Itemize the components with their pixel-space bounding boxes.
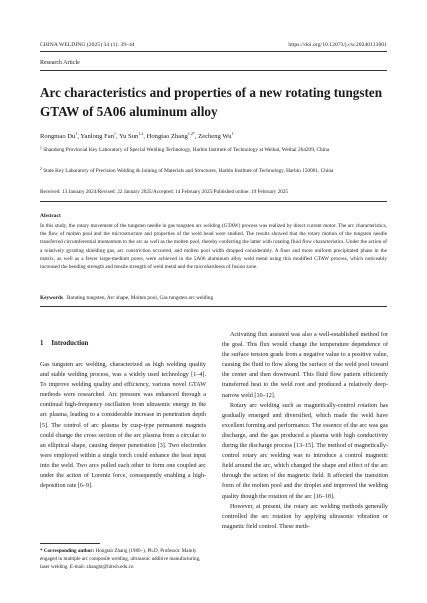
affiliation-mark: 2	[40, 167, 42, 171]
article-type: Research Article	[40, 60, 80, 66]
footnote-rule	[40, 543, 100, 544]
body-paragraph: However, at present, the rotary arc welding methods generally controlled the arc rotation by applying ultrasonic vibration or magnetic field control. These meth-	[222, 503, 388, 530]
section-heading	[40, 340, 88, 347]
footnote	[40, 547, 206, 572]
affiliation	[40, 165, 385, 176]
left-column	[40, 360, 206, 491]
abstract-label: Abstract	[40, 213, 61, 219]
author-name: Yanlong Fan	[80, 133, 115, 140]
author-affiliation-mark: 1	[231, 131, 234, 136]
keywords-text: Rotating tungsten, Arc shape, Molten pool, Gas tungsten arc welding	[66, 295, 214, 301]
abstract-text: In this study, the rotary movement of the tungsten needle in gas tungsten arc welding (GTAW) process was realized by direct current motor. The arc characteristics, the flow of molten pool and the microstructure and properties of the weld bead were studied. The results showed that the rotary motion of the tungsten needle transferred circumferential momentum to the arc as well as the molten pool, thereby conferring the latter with rotating fluid flow characteristics. Under the action of a relatively gyrating shielding gas, arc constriction occurred, and molten pool width dropped considerably. A finer and more uniform precipitated phase in the matrix, as well as a fewer large-medium pores, were achieved in the 5A06 aluminum alloy weld metal using this modified GTAW process, which noticeably increased the bending strength and tensile strength of weld metal and the microhardness of fusion zone.	[40, 223, 387, 271]
author-list: Rongmao Du$^1$, Yanlong Fan$^1$, Yu Sun$^{1,2}$, Hongtao Zhang$^{1,2*}$, Zecheng Wu$^1$	[40, 131, 234, 140]
keywords-label: Keywords	[40, 295, 63, 301]
article-title: Arc characteristics and properties of a new rotating tungsten GTAW of 5A06 aluminum alloy	[40, 85, 383, 119]
author-affiliation-mark: 1	[114, 131, 117, 136]
section-title: Introduction	[51, 340, 89, 347]
body-paragraph: Activating flux assisted was also a well-established method for the goal. This flux would change the temperature dependence of the surface tension grads from a negative value to a positive value, causing the fluid to flow along the surface of the weld pool toward the center and then downward. This fluid flow pattern efficiently transferred heat to the weld root and produced a relatively deep-narrow weld [10–12].	[222, 332, 388, 399]
affiliation-text: State Key Laboratory of Precision Welding & Joining of Materials and Structures, Harbin Institute of Technology, Harbin 150001, China	[43, 168, 334, 174]
type-rule	[40, 70, 387, 71]
keywords	[40, 295, 213, 301]
affiliation-mark: 1	[40, 146, 42, 150]
author-affiliation-mark: 1,2	[138, 131, 144, 136]
affiliation	[40, 144, 385, 155]
author-name: Rongmao Du	[40, 133, 76, 140]
author-name: Hongtao Zhang	[146, 133, 188, 140]
footnote-label: * Corresponding author:	[40, 548, 95, 554]
body-paragraph: Gas tungsten arc welding, characterized as high welding quality and stable welding process, was a widely used technology [1–4]. To improve welding quality and efficiency, various novel GTAW methods were researched. Arc pressure was enhanced through a continual high-frequency oscillation from ultrasonic energy in the arc plasma, leading to a considerable increase in penetration depth [5]. The control of arc plasma by cusp-type permanent magnets could change the cross section of the arc plasma from a circular to an elliptical shape, causing deeper penetration [3]. Two electrodes were employed within a single torch could enhance the heat input into the weld. Two arcs pulled each other to form one coupled arc under the action of Lorentz force, consequently enabling a high-deposition rate [6–9].	[40, 362, 206, 490]
section-number: 1	[40, 340, 44, 347]
publication-dates: Received: 13 January 2024/Revised: 22 January 2025/Accepted: 14 February 2025/Published online: 19 February 2025	[40, 189, 288, 195]
author-name: Yu Sun	[119, 133, 139, 140]
right-column	[222, 330, 388, 532]
author-affiliation-mark: 1	[75, 131, 78, 136]
journal-citation: CHINA WELDING (2025) 34 (1): 39–44	[40, 42, 135, 48]
doi-link[interactable]: https://doi.org/10.12073/j.cw.20240113001	[288, 42, 387, 48]
footnote-text: Hongtao Zhang (1980–), Ph.D, Professor. Mainly engaged in multiple arc composite welding, ultrasonic additive manufacturing, laser welding. E-mail: zhanght@hitwh.edu.cn	[40, 548, 201, 571]
header-rule	[40, 51, 387, 52]
affiliation-text: Shandong Provincial Key Laboratory of Special Welding Technology, Harbin Institute of Technology at Weihai, Weihai 264209, China	[43, 147, 330, 153]
author-name: Zecheng Wu	[198, 133, 232, 140]
author-affiliation-mark: 1,2*	[187, 131, 195, 136]
keywords-rule	[40, 306, 387, 307]
dates-rule	[40, 201, 387, 202]
body-paragraph: Rotary arc welding such as magnetically-control rotation has gradually emerged and diversified, which made the weld have excellent forming and performance. The essence of the arc was gas discharge, and the gas produced a plasma with high conductivity during the discharge process [13–15]. The method of magnetically-control rotary arc welding was to introduce a control magnetic field around the arc, which changed the shape and effect of the arc through the action of the magnetic field. It affected the transition form of the molten pool and the droplet and improved the welding quality though the rotation of the arc [16–18].	[222, 402, 388, 500]
